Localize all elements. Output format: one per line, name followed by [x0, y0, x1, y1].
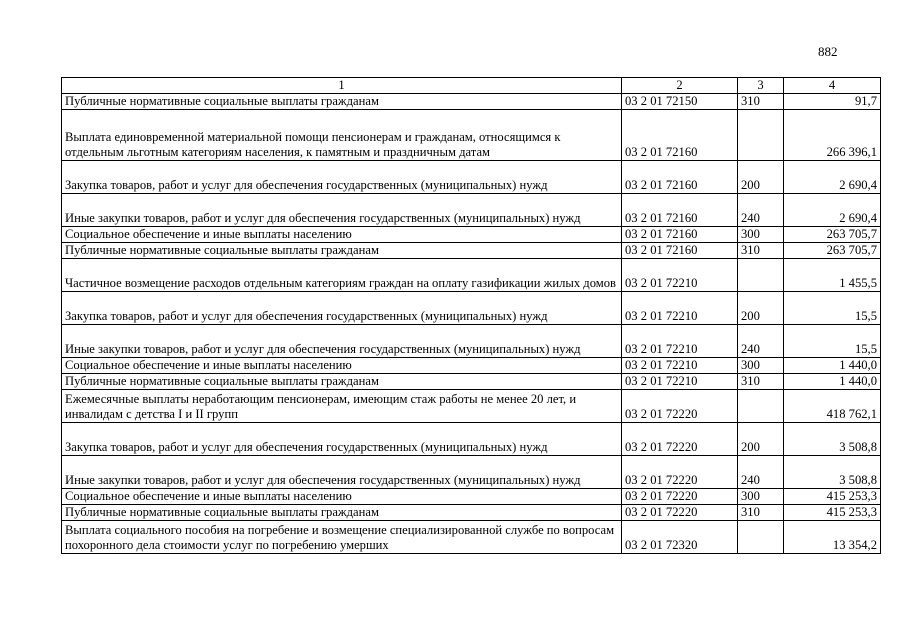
row-description: Закупка товаров, работ и услуг для обеспечения государственных (муниципальных) нужд	[62, 292, 622, 325]
table-row	[62, 110, 881, 161]
row-target-code: 03 2 01 72210	[622, 292, 738, 325]
row-description: Иные закупки товаров, работ и услуг для обеспечения государственных (муниципальных) нужд	[62, 325, 622, 358]
column-header: 4	[784, 78, 881, 94]
row-amount: 1 440,0	[784, 358, 881, 374]
row-expense-type	[738, 390, 784, 423]
row-description: Публичные нормативные социальные выплаты гражданам	[62, 243, 622, 259]
row-target-code: 03 2 01 72210	[622, 259, 738, 292]
table-row	[62, 358, 881, 374]
row-description: Выплата социального пособия на погребение и возмещение специализированной службе по вопросам похоронного дела стоимости услуг по погребению умерших	[62, 521, 622, 554]
row-target-code: 03 2 01 72210	[622, 374, 738, 390]
row-amount: 415 253,3	[784, 505, 881, 521]
row-amount: 1 455,5	[784, 259, 881, 292]
row-target-code: 03 2 01 72220	[622, 423, 738, 456]
row-expense-type	[738, 110, 784, 161]
row-amount: 15,5	[784, 325, 881, 358]
budget-table	[61, 77, 881, 554]
row-target-code: 03 2 01 72220	[622, 505, 738, 521]
row-description: Частичное возмещение расходов отдельным категориям граждан на оплату газификации жилых домов	[62, 259, 622, 292]
row-expense-type: 310	[738, 243, 784, 259]
row-amount: 2 690,4	[784, 194, 881, 227]
row-expense-type: 300	[738, 227, 784, 243]
row-expense-type: 310	[738, 374, 784, 390]
row-target-code: 03 2 01 72150	[622, 94, 738, 110]
row-target-code: 03 2 01 72220	[622, 456, 738, 489]
table-row	[62, 489, 881, 505]
row-amount: 1 440,0	[784, 374, 881, 390]
row-amount: 91,7	[784, 94, 881, 110]
row-description: Иные закупки товаров, работ и услуг для обеспечения государственных (муниципальных) нужд	[62, 456, 622, 489]
row-description: Ежемесячные выплаты неработающим пенсионерам, имеющим стаж работы не менее 20 лет, и инвалидам с детства I и II групп	[62, 390, 622, 423]
row-target-code: 03 2 01 72210	[622, 358, 738, 374]
column-header: 2	[622, 78, 738, 94]
row-description: Публичные нормативные социальные выплаты гражданам	[62, 94, 622, 110]
row-description: Публичные нормативные социальные выплаты гражданам	[62, 505, 622, 521]
column-header: 3	[738, 78, 784, 94]
row-target-code: 03 2 01 72160	[622, 110, 738, 161]
table-row	[62, 194, 881, 227]
row-target-code: 03 2 01 72220	[622, 489, 738, 505]
table-row	[62, 423, 881, 456]
table-row	[62, 505, 881, 521]
row-expense-type: 300	[738, 358, 784, 374]
row-expense-type: 240	[738, 456, 784, 489]
table-row	[62, 374, 881, 390]
table-row	[62, 325, 881, 358]
table-row	[62, 259, 881, 292]
table-row	[62, 456, 881, 489]
table-header-row	[62, 78, 881, 94]
row-description: Закупка товаров, работ и услуг для обеспечения государственных (муниципальных) нужд	[62, 423, 622, 456]
row-amount: 415 253,3	[784, 489, 881, 505]
row-amount: 13 354,2	[784, 521, 881, 554]
row-expense-type: 200	[738, 161, 784, 194]
row-description: Социальное обеспечение и иные выплаты населению	[62, 358, 622, 374]
row-amount: 15,5	[784, 292, 881, 325]
row-expense-type: 240	[738, 325, 784, 358]
row-expense-type	[738, 521, 784, 554]
row-expense-type: 300	[738, 489, 784, 505]
row-description: Иные закупки товаров, работ и услуг для обеспечения государственных (муниципальных) нужд	[62, 194, 622, 227]
row-amount: 263 705,7	[784, 243, 881, 259]
table-row	[62, 161, 881, 194]
row-amount: 2 690,4	[784, 161, 881, 194]
row-target-code: 03 2 01 72210	[622, 325, 738, 358]
row-amount: 266 396,1	[784, 110, 881, 161]
table-row	[62, 390, 881, 423]
row-amount: 418 762,1	[784, 390, 881, 423]
row-target-code: 03 2 01 72320	[622, 521, 738, 554]
row-description: Публичные нормативные социальные выплаты гражданам	[62, 374, 622, 390]
row-amount: 3 508,8	[784, 423, 881, 456]
row-amount: 3 508,8	[784, 456, 881, 489]
row-expense-type: 200	[738, 292, 784, 325]
row-description: Социальное обеспечение и иные выплаты населению	[62, 489, 622, 505]
page-number: 882	[818, 44, 838, 59]
row-description: Выплата единовременной материальной помощи пенсионерам и гражданам, относящимся к отдельным льготным категориям населения, к памятным и праздничным датам	[62, 110, 622, 161]
column-header: 1	[62, 78, 622, 94]
row-expense-type: 200	[738, 423, 784, 456]
row-target-code: 03 2 01 72160	[622, 227, 738, 243]
row-target-code: 03 2 01 72160	[622, 243, 738, 259]
row-target-code: 03 2 01 72160	[622, 161, 738, 194]
row-target-code: 03 2 01 72160	[622, 194, 738, 227]
row-description: Социальное обеспечение и иные выплаты населению	[62, 227, 622, 243]
table-row	[62, 521, 881, 554]
row-target-code: 03 2 01 72220	[622, 390, 738, 423]
row-description: Закупка товаров, работ и услуг для обеспечения государственных (муниципальных) нужд	[62, 161, 622, 194]
row-expense-type: 310	[738, 505, 784, 521]
row-amount: 263 705,7	[784, 227, 881, 243]
row-expense-type: 240	[738, 194, 784, 227]
table-row	[62, 292, 881, 325]
table-row	[62, 94, 881, 110]
row-expense-type	[738, 259, 784, 292]
table-row	[62, 243, 881, 259]
row-expense-type: 310	[738, 94, 784, 110]
table-row	[62, 227, 881, 243]
